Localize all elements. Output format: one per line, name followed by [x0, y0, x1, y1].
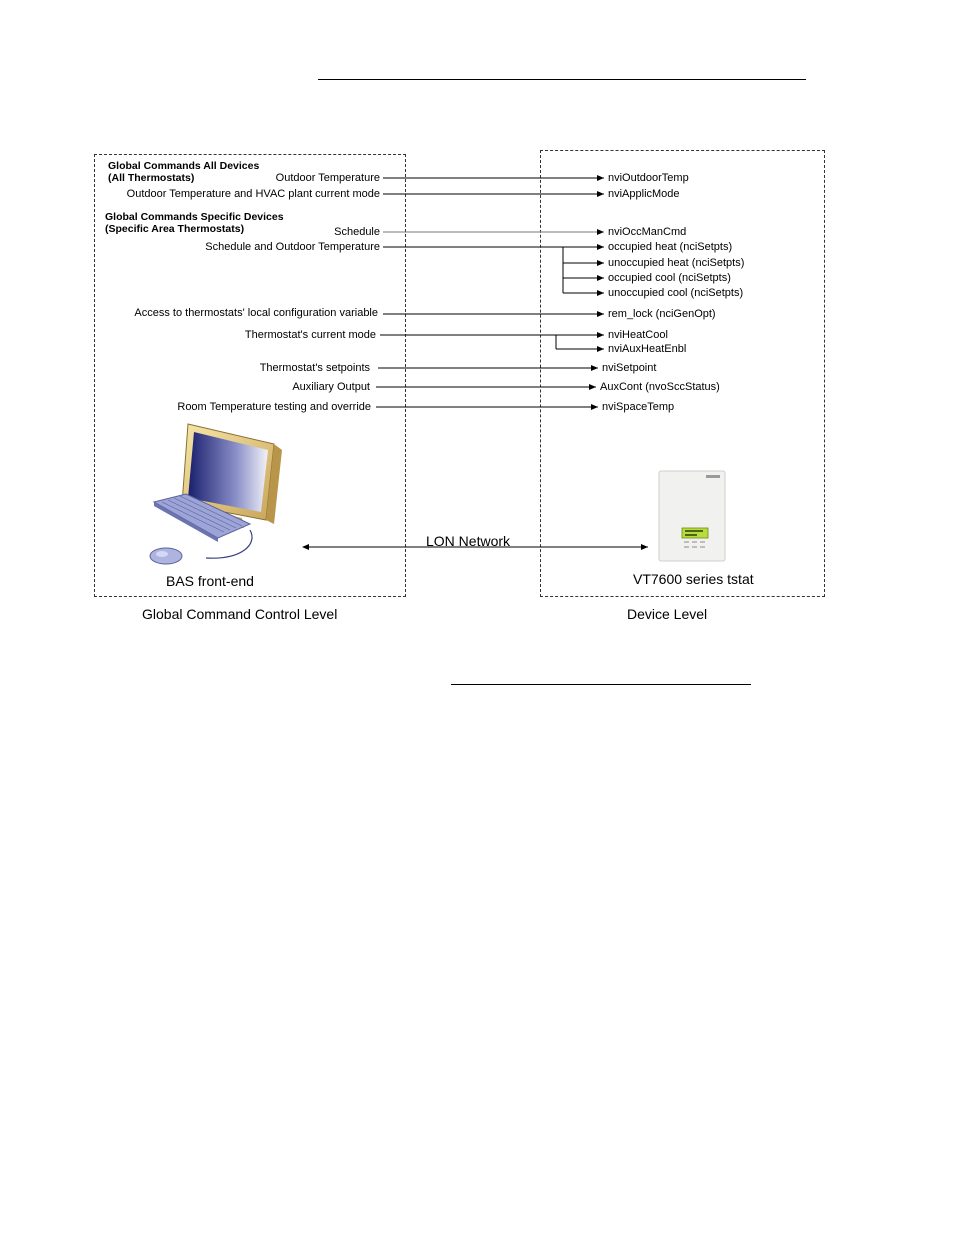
cmd-setpoints: Thermostat's setpoints: [259, 362, 370, 374]
cmd-room-temp: Room Temperature testing and override: [177, 401, 371, 413]
cmd-schedule-outdoor: Schedule and Outdoor Temperature: [205, 241, 380, 253]
var-occ-man-cmd: nviOccManCmd: [608, 226, 687, 238]
thermostat-device: [658, 470, 726, 562]
global-command-level-label: Global Command Control Level: [142, 606, 338, 622]
header-specific-devices: Global Commands Specific Devices: [105, 211, 284, 223]
header-all-thermostats: (All Thermostats): [108, 172, 195, 184]
cmd-aux-output: Auxiliary Output: [292, 381, 370, 393]
var-unoccupied-heat: unoccupied heat (nciSetpts): [608, 257, 745, 269]
var-aux-heat-enbl: nviAuxHeatEnbl: [608, 343, 687, 355]
bas-front-end-label: BAS front-end: [166, 573, 254, 589]
cmd-outdoor-hvac-mode: Outdoor Temperature and HVAC plant current mode: [126, 188, 380, 200]
cmd-current-mode: Thermostat's current mode: [244, 329, 376, 341]
computer-illustration: [146, 420, 286, 570]
cmd-schedule: Schedule: [334, 226, 380, 238]
header-all-devices: Global Commands All Devices: [108, 160, 260, 172]
var-occupied-cool: occupied cool (nciSetpts): [608, 272, 731, 284]
var-aux-cont: AuxCont (nvoSccStatus): [600, 381, 720, 393]
device-level-label: Device Level: [627, 606, 708, 622]
var-heat-cool: nviHeatCool: [608, 329, 668, 341]
cmd-outdoor-temp: Outdoor Temperature: [275, 172, 380, 184]
header-specific-thermostats: (Specific Area Thermostats): [105, 223, 245, 235]
cmd-config-variable: Access to thermostats' local configuration variable: [134, 307, 378, 319]
var-outdoor-temp: nviOutdoorTemp: [608, 172, 689, 184]
var-space-temp: nviSpaceTemp: [602, 401, 675, 413]
var-unoccupied-cool: unoccupied cool (nciSetpts): [608, 287, 744, 299]
var-applic-mode: nviApplicMode: [608, 188, 680, 200]
var-rem-lock: rem_lock (nciGenOpt): [608, 308, 716, 320]
lon-network-label: LON Network: [426, 533, 511, 549]
tstat-label: VT7600 series tstat: [633, 571, 754, 587]
var-setpoint: nviSetpoint: [602, 362, 657, 374]
var-occupied-heat: occupied heat (nciSetpts): [608, 241, 733, 253]
